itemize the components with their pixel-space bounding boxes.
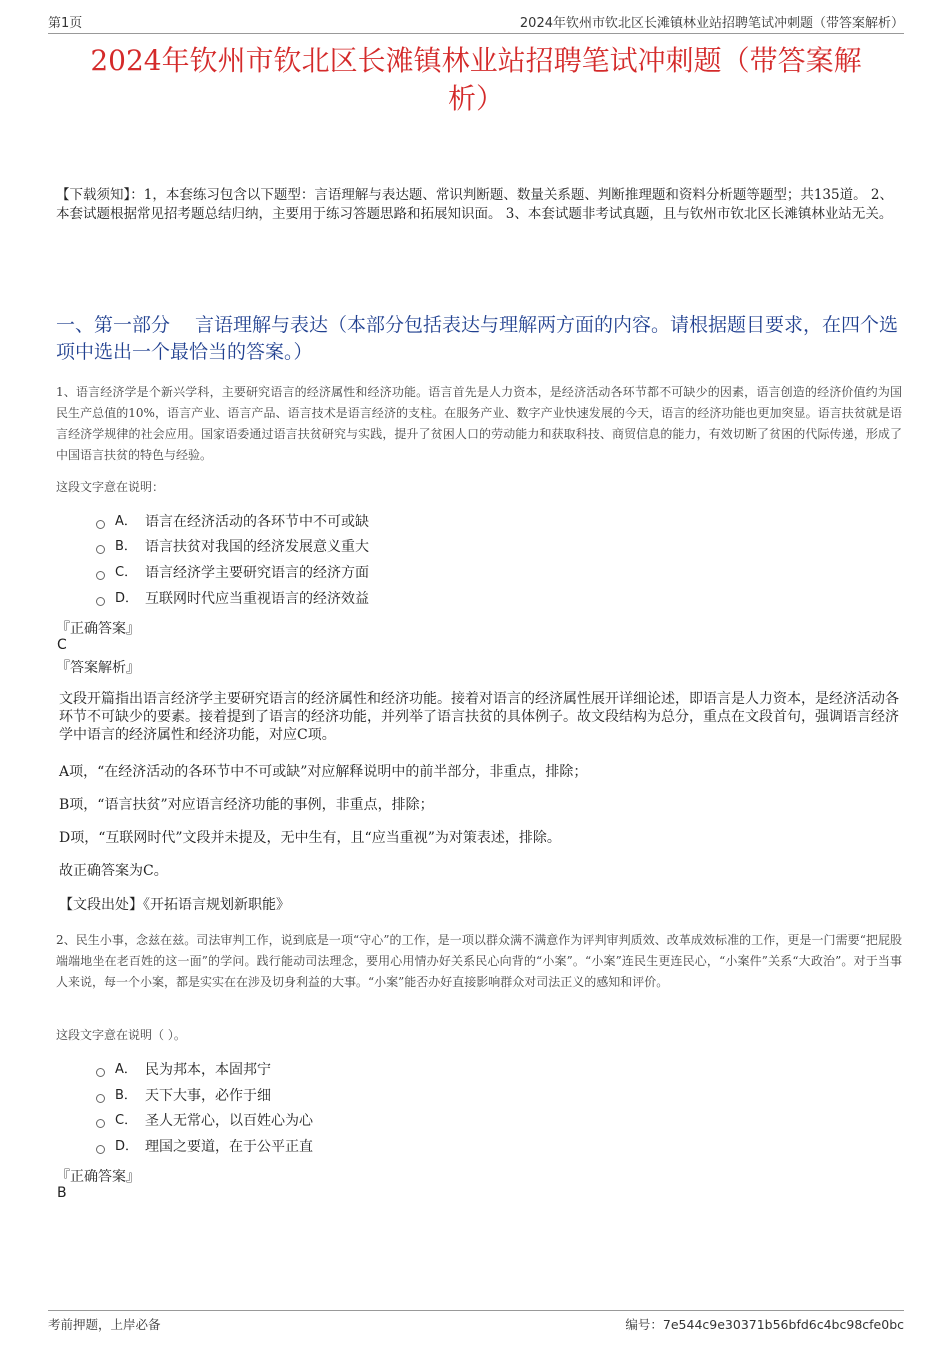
radio-icon[interactable] [96, 1094, 105, 1103]
radio-icon[interactable] [96, 520, 105, 529]
radio-icon[interactable] [96, 1068, 105, 1077]
question-1-ask: 这段文字意在说明： [56, 480, 165, 494]
question-1-stem: 1、语言经济学是个新兴学科，主要研究语言的经济属性和经济功能。语言首先是人力资本，是经济活动各环节都不可缺少的因素，语言创造的经济价值约为国民生产总值的10%，语言产业、语言产品、语言技术是语言经济的支柱。在服务产业、数字产业快速发展的今天，语言的经济功能也更加突显。语言扶贫就是语言经济学规律的社会应用。国家语委通过语言扶贫研究与实践，提升了贫困人口的劳动能力和获取科技、商贸信息的能力，有效切断了贫困的代际传递，形成了中国语言扶贫的特色与经验。 [56, 385, 902, 462]
question-2-option-b[interactable] [96, 1086, 271, 1106]
footer-code-value: 7e544c9e30371b56bfd6c4bc98cfe0bc [662, 1317, 904, 1332]
option-letter: A． [115, 1062, 137, 1077]
radio-icon[interactable] [96, 597, 105, 606]
question-2-answer: B [57, 1185, 67, 1201]
document-title [48, 42, 904, 118]
download-notice: 【下载须知】：1，本套练习包含以下题型：言语理解与表达题、常识判断题、数量关系题、判断推理题和资料分析题等题型；共135道。 2、本套试题根据常见招考题总结归纳，主要用于练习答题思路和拓展知识面。 3、本套试题非考试真题，且与钦州市钦北区长滩镇林业站无关。 [56, 187, 893, 222]
footer-code [625, 1315, 904, 1333]
page-number: 第1页 [48, 16, 83, 31]
radio-icon[interactable] [96, 545, 105, 554]
footer-slogan: 考前押题，上岸必备 [48, 1317, 161, 1332]
option-letter: C． [115, 1113, 138, 1128]
option-text: 圣人无常心，以百姓心为心 [145, 1113, 313, 1129]
option-text: 互联网时代应当重视语言的经济效益 [145, 591, 369, 607]
option-letter: C． [115, 565, 138, 580]
question-1-analysis-d: D项，“互联网时代”文段并未提及，无中生有，且“应当重视”为对策表述，排除。 [59, 830, 561, 846]
question-1-option-c[interactable] [96, 563, 369, 583]
radio-icon[interactable] [96, 571, 105, 580]
question-1-analysis-b: B项，“语言扶贫”对应语言经济功能的事例，非重点，排除； [59, 797, 434, 813]
option-letter: D． [115, 1139, 139, 1154]
question-2-stem: 2、民生小事，念兹在兹。司法审判工作，说到底是一项“守心”的工作，是一项以群众满不满意作为评判审判质效、改革成效标准的工作，更是一门需要“把屁股端端地坐在老百姓的这一面”的学问。践行能动司法理念，要用心用情办好关系民心向背的“小案”。“小案”连民生更连民心，“小案件”关系“大政治”。对于当事人来说，每一个小案，都是实实在在涉及切身利益的大事。“小案”能否办好直接影响群众对司法正义的感知和评价。 [56, 933, 902, 989]
option-letter: B． [115, 1088, 137, 1103]
option-text: 语言在经济活动的各环节中不可或缺 [145, 514, 369, 530]
question-2-option-a[interactable] [96, 1060, 271, 1080]
question-1-analysis-main: 文段开篇指出语言经济学主要研究语言的经济属性和经济功能。接着对语言的经济属性展开详细论述，即语言是人力资本，是经济活动各环节不可缺少的要素。接着提到了语言的经济功能，并列举了语言扶贫的具体例子。故文段结构为总分，重点在文段首句，强调语言经济学中语言的经济属性和经济功能，对应C项。 [59, 691, 899, 743]
option-text: 天下大事，必作于细 [145, 1088, 271, 1104]
question-1-answer-label: 『正确答案』 [56, 621, 140, 637]
question-1-option-b[interactable] [96, 537, 369, 557]
option-letter: B． [115, 539, 137, 554]
option-text: 语言经济学主要研究语言的经济方面 [145, 565, 369, 581]
footer-divider [48, 1310, 904, 1311]
radio-icon[interactable] [96, 1119, 105, 1128]
question-2-answer-label: 『正确答案』 [56, 1169, 140, 1185]
question-1-option-d[interactable] [96, 589, 369, 609]
option-text: 语言扶贫对我国的经济发展意义重大 [145, 539, 369, 555]
section-heading: 一、第一部分 言语理解与表达（本部分包括表达与理解两方面的内容。请根据题目要求，在四个选项中选出一个最恰当的答案。） [56, 314, 899, 363]
running-header-title: 2024年钦州市钦北区长滩镇林业站招聘笔试冲刺题（带答案解析） [519, 16, 904, 31]
question-1-source: 【文段出处】《开拓语言规划新职能》 [59, 897, 290, 913]
header-divider [48, 33, 904, 34]
question-1-analysis-conclusion: 故正确答案为C。 [59, 863, 168, 879]
document-title-line2: 析） [447, 82, 504, 115]
question-2-ask: 这段文字意在说明（ ）。 [56, 1028, 186, 1042]
question-2-option-d[interactable] [96, 1137, 313, 1157]
radio-icon[interactable] [96, 1145, 105, 1154]
option-text: 民为邦本，本固邦宁 [145, 1062, 271, 1078]
question-1-analysis-label: 『答案解析』 [56, 660, 140, 676]
question-1-analysis-a: A项，“在经济活动的各环节中不可或缺”对应解释说明中的前半部分，非重点，排除； [59, 764, 588, 780]
question-2-option-c[interactable] [96, 1111, 313, 1131]
question-1-option-a[interactable] [96, 512, 369, 532]
option-text: 理国之要道，在于公平正直 [145, 1139, 313, 1155]
footer-code-label: 编号： [625, 1317, 663, 1332]
option-letter: D． [115, 591, 139, 606]
option-letter: A． [115, 514, 137, 529]
document-title-line1: 2024年钦州市钦北区长滩镇林业站招聘笔试冲刺题（带答案解 [90, 44, 862, 77]
question-1-answer: C [57, 637, 67, 653]
